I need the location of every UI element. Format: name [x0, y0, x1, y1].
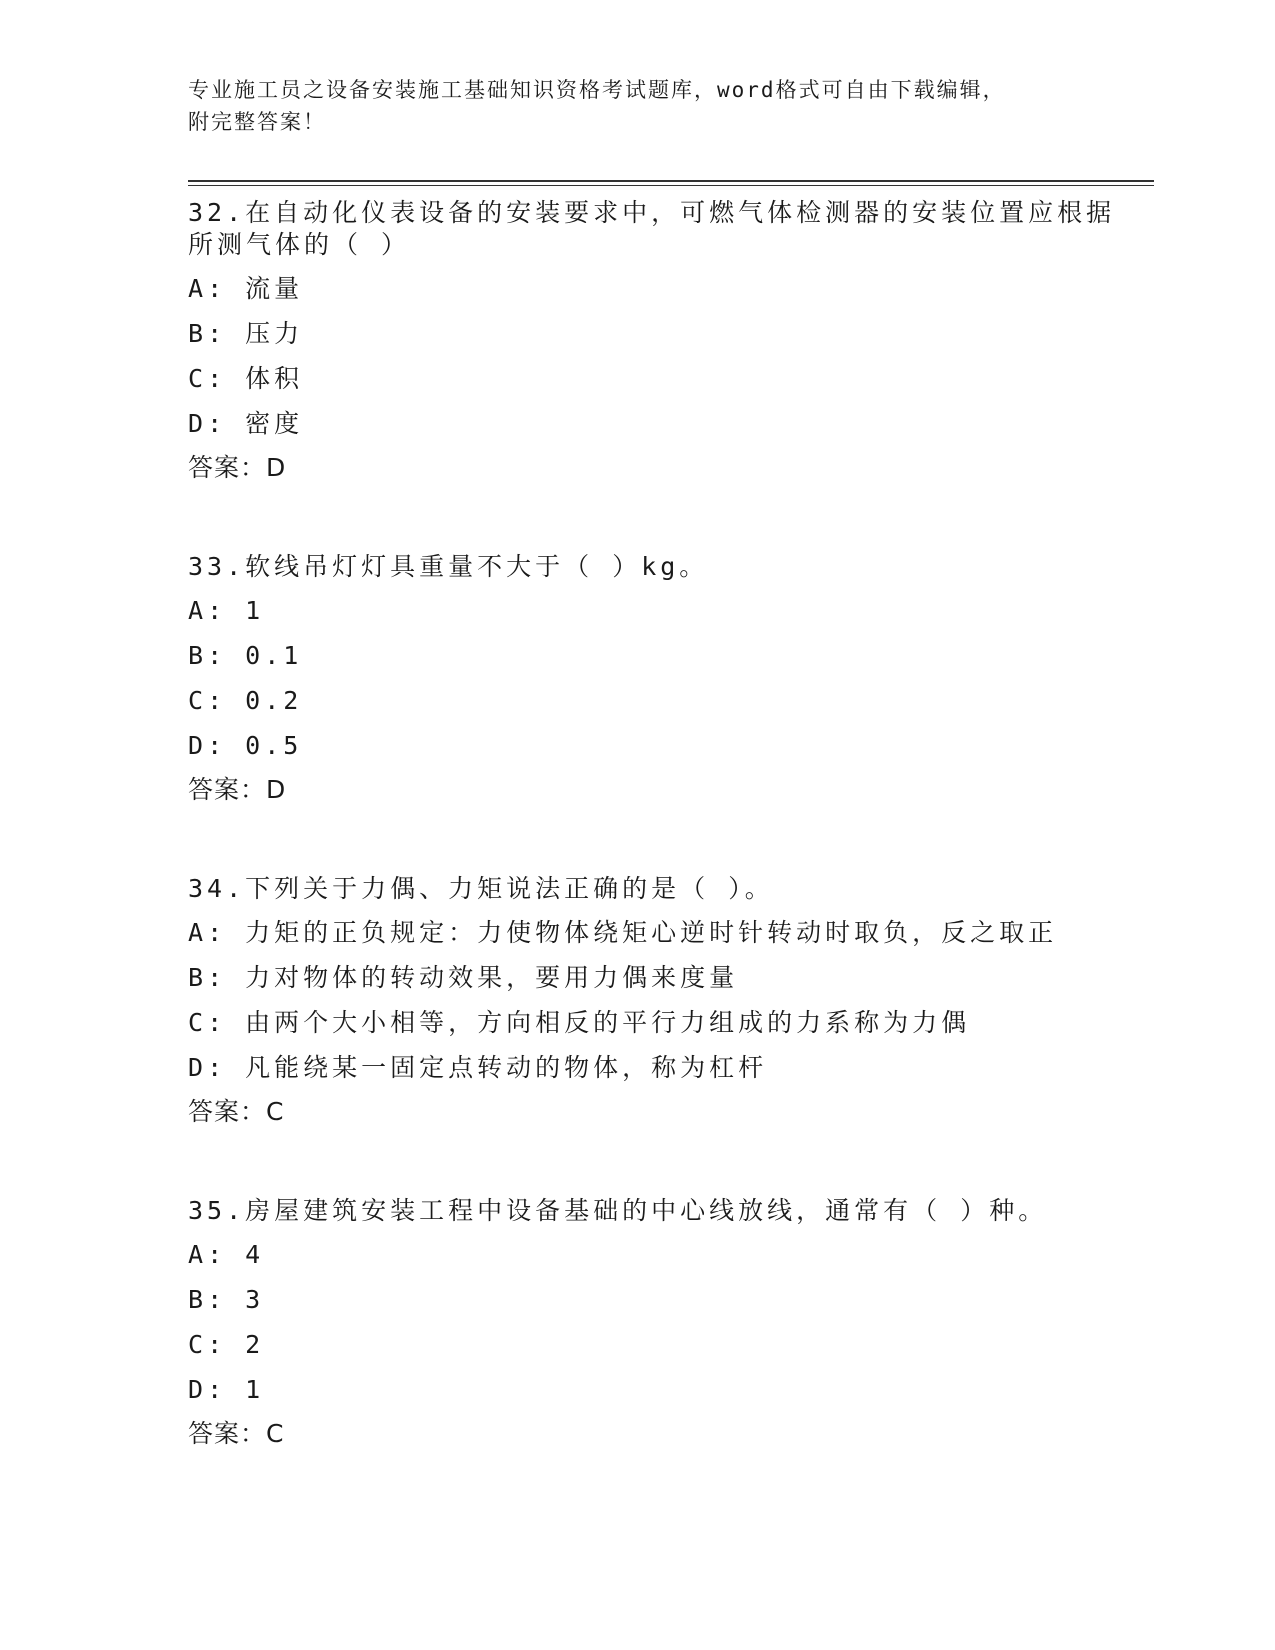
question-33 — [188, 545, 1118, 815]
option-letter: D — [188, 1053, 208, 1082]
answer-line — [188, 448, 1118, 493]
answer-label: 答案： — [188, 1419, 267, 1448]
option-letter: D — [188, 1375, 208, 1404]
option-letter: A — [188, 1240, 208, 1269]
option-letter: B — [188, 963, 208, 992]
option-b — [188, 957, 1118, 1002]
option-d — [188, 1369, 1118, 1414]
question-34 — [188, 867, 1118, 1137]
option-a — [188, 912, 1118, 957]
option-b — [188, 313, 1118, 358]
option-text: 流量 — [245, 274, 304, 303]
question-spacer — [188, 1137, 1118, 1189]
option-letter: B — [188, 641, 208, 670]
option-c — [188, 358, 1118, 403]
option-a — [188, 1234, 1118, 1279]
question-32 — [188, 191, 1118, 493]
option-text: 由两个大小相等，方向相反的平行力组成的力系称为力偶 — [245, 1008, 971, 1037]
option-separator: : — [207, 364, 246, 393]
question-text: 35.房屋建筑安装工程中设备基础的中心线放线，通常有（ ）种。 — [188, 1196, 1048, 1225]
option-a — [188, 268, 1118, 313]
option-separator: : — [207, 596, 246, 625]
option-d — [188, 1047, 1118, 1092]
question-list — [188, 191, 1118, 1459]
option-d — [188, 725, 1118, 770]
option-separator: : — [207, 1285, 246, 1314]
option-text: 密度 — [245, 409, 304, 438]
option-separator: : — [207, 1008, 246, 1037]
answer-label: 答案： — [188, 775, 267, 804]
option-letter: C — [188, 1008, 208, 1037]
answer-line — [188, 1092, 1118, 1137]
option-text: 压力 — [245, 319, 304, 348]
option-letter: C — [188, 1330, 208, 1359]
option-letter: C — [188, 364, 208, 393]
option-letter: B — [188, 1285, 208, 1314]
option-c — [188, 680, 1118, 725]
option-letter: D — [188, 409, 208, 438]
option-separator: : — [207, 1240, 246, 1269]
option-text: 2 — [245, 1330, 265, 1359]
question-35 — [188, 1189, 1118, 1459]
header-line-2: 附完整答案！ — [188, 110, 326, 134]
option-separator: : — [207, 731, 246, 760]
answer-label: 答案： — [188, 453, 267, 482]
answer-line — [188, 1414, 1118, 1459]
question-spacer — [188, 493, 1118, 545]
option-letter: A — [188, 918, 208, 947]
option-a — [188, 590, 1118, 635]
option-text: 0.5 — [245, 731, 303, 760]
option-separator: : — [207, 918, 246, 947]
document-header — [188, 74, 1088, 138]
option-c — [188, 1324, 1118, 1369]
option-separator: : — [207, 409, 246, 438]
option-text: 1 — [245, 596, 265, 625]
option-text: 1 — [245, 1375, 265, 1404]
option-separator: : — [207, 641, 246, 670]
option-text: 4 — [245, 1240, 265, 1269]
option-separator: : — [207, 963, 246, 992]
option-separator: : — [207, 319, 246, 348]
answer-value: D — [266, 775, 286, 804]
answer-value: C — [266, 1419, 284, 1448]
option-separator: : — [207, 1330, 246, 1359]
answer-line — [188, 770, 1118, 815]
option-text: 3 — [245, 1285, 265, 1314]
header-divider-thick — [188, 180, 1154, 182]
option-b — [188, 1279, 1118, 1324]
option-b — [188, 635, 1118, 680]
option-text: 0.1 — [245, 641, 303, 670]
header-line-1: 专业施工员之设备安装施工基础知识资格考试题库，word格式可自由下载编辑， — [188, 78, 1006, 102]
question-spacer — [188, 815, 1118, 867]
question-text: 34.下列关于力偶、力矩说法正确的是（ ）。 — [188, 874, 774, 903]
question-text: 33.软线吊灯灯具重量不大于（ ）kg。 — [188, 552, 709, 581]
answer-value: D — [266, 453, 286, 482]
question-text: 32.在自动化仪表设备的安装要求中，可燃气体检测器的安装位置应根据所测气体的（ ） — [188, 198, 1116, 259]
option-letter: B — [188, 319, 208, 348]
option-letter: A — [188, 596, 208, 625]
option-letter: A — [188, 274, 208, 303]
option-separator: : — [207, 1375, 246, 1404]
option-letter: C — [188, 686, 208, 715]
option-text: 力对物体的转动效果，要用力偶来度量 — [245, 963, 739, 992]
option-text: 体积 — [245, 364, 304, 393]
option-separator: : — [207, 686, 246, 715]
option-separator: : — [207, 1053, 246, 1082]
option-text: 力矩的正负规定：力使物体绕矩心逆时针转动时取负，反之取正 — [245, 918, 1058, 947]
option-c — [188, 1002, 1118, 1047]
option-text: 凡能绕某一固定点转动的物体，称为杠杆 — [245, 1053, 768, 1082]
answer-label: 答案： — [188, 1097, 267, 1126]
option-letter: D — [188, 731, 208, 760]
option-d — [188, 403, 1118, 448]
option-separator: : — [207, 274, 246, 303]
header-divider-thin — [188, 185, 1154, 186]
option-text: 0.2 — [245, 686, 303, 715]
answer-value: C — [266, 1097, 284, 1126]
